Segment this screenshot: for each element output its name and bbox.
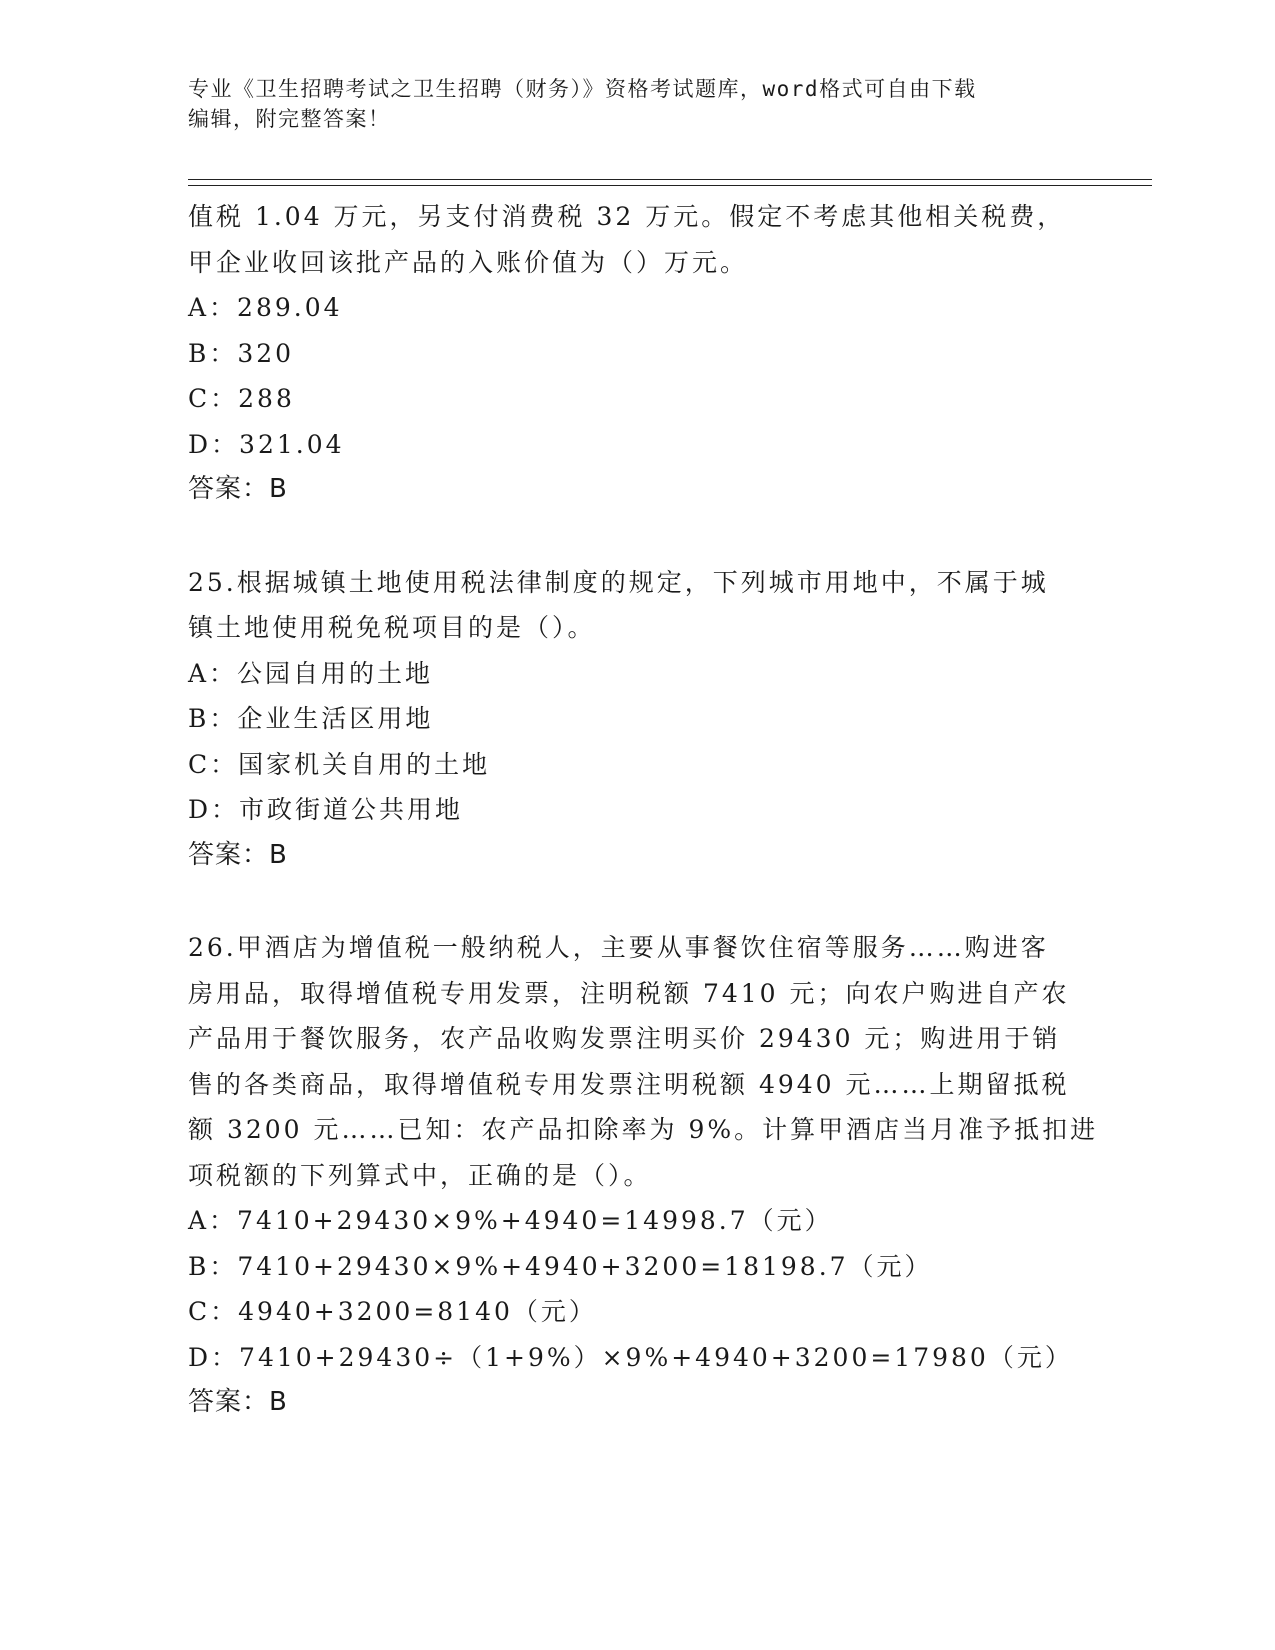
question-list [188, 194, 1099, 1426]
option-a: A：289.04 [188, 293, 343, 322]
option-b: B：企业生活区用地 [188, 704, 434, 733]
question-stem-line: 25.根据城镇土地使用税法律制度的规定，下列城市用地中，不属于城 [188, 567, 1049, 597]
question-stem-line: 镇土地使用税免税项目的是（）。 [188, 613, 596, 642]
option-a: A：公园自用的土地 [188, 658, 434, 688]
header-line-1: 专业《卫生招聘考试之卫生招聘（财务）》资格考试题库，word格式可自由下载 [188, 77, 977, 101]
question-stem-line: 售的各类商品，取得增值税专用发票注明税额 4940 元……上期留抵税 [188, 1069, 1070, 1099]
question-stem-line: 26.甲酒店为增值税一般纳税人，主要从事餐饮住宿等服务……购进客 [188, 933, 1049, 962]
question-block [188, 925, 1099, 1426]
option-b: B：320 [188, 338, 295, 368]
question-stem-line: 甲企业收回该批产品的入账价值为（）万元。 [188, 247, 749, 277]
question-block [188, 194, 1088, 513]
option-b: B：7410+29430×9%+4940+3200=18198.7（元） [188, 1251, 933, 1281]
option-a: A：7410+29430×9%+4940=14998.7（元） [188, 1206, 833, 1235]
header-line-2: 编辑，附完整答案！ [188, 107, 391, 131]
page-header [188, 74, 1088, 134]
question-spacer [188, 878, 1088, 925]
option-d: D：7410+29430÷（1+9%）×9%+4940+3200=17980（元） [188, 1342, 1073, 1372]
option-c: C：国家机关自用的土地 [188, 749, 491, 779]
answer-line: 答案：B [188, 1387, 288, 1417]
option-c: C：4940+3200=8140（元） [188, 1297, 597, 1326]
option-d: D：321.04 [188, 429, 345, 459]
option-c: C：288 [188, 384, 295, 413]
question-stem-line: 产品用于餐饮服务，农产品收购发票注明买价 29430 元；购进用于销 [188, 1024, 1061, 1053]
option-d: D：市政街道公共用地 [188, 795, 464, 824]
question-stem-line: 项税额的下列算式中，正确的是（）。 [188, 1160, 652, 1190]
question-stem-line: 房用品，取得增值税专用发票，注明税额 7410 元；向农户购进自产农 [188, 978, 1070, 1008]
question-stem-line: 额 3200 元……已知：农产品扣除率为 9%。计算甲酒店当月准予抵扣进 [188, 1115, 1099, 1144]
answer-line: 答案：B [188, 839, 288, 870]
question-block [188, 560, 1088, 879]
header-divider-bottom [188, 185, 1152, 186]
answer-line: 答案：B [188, 474, 288, 504]
question-stem-line: 值税 1.04 万元，另支付消费税 32 万元。假定不考虑其他相关税费， [188, 202, 1066, 231]
header-divider-top [188, 179, 1152, 180]
question-spacer [188, 513, 1088, 560]
